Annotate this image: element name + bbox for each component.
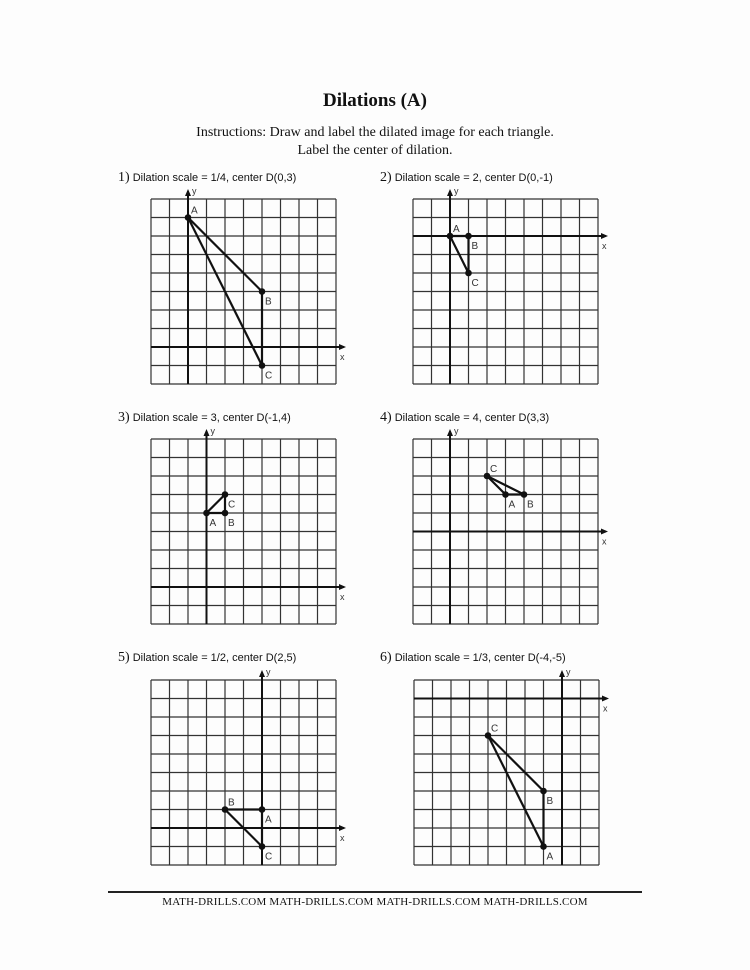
vertex-label-B: B bbox=[527, 499, 534, 511]
vertex-A bbox=[540, 843, 547, 850]
triangle-side bbox=[207, 495, 226, 514]
problem-text: Dilation scale = 1/2, center D(2,5) bbox=[129, 652, 297, 664]
vertex-label-B: B bbox=[471, 241, 479, 252]
vertex-C bbox=[465, 270, 472, 277]
y-axis-label: y bbox=[210, 426, 215, 436]
problem-5-label bbox=[118, 650, 296, 666]
y-axis-label: y bbox=[192, 186, 197, 196]
x-axis-arrow-icon bbox=[601, 233, 608, 239]
coordinate-grid-3 bbox=[151, 426, 345, 624]
vertex-label-A: A bbox=[546, 851, 554, 863]
y-axis-label: y bbox=[266, 667, 271, 677]
vertex-label-B: B bbox=[228, 518, 235, 529]
vertex-label-A: A bbox=[265, 814, 272, 826]
problem-number: 5) bbox=[118, 650, 130, 665]
problem-number: 4) bbox=[380, 410, 392, 425]
vertex-B bbox=[521, 491, 528, 498]
coordinate-grid-5 bbox=[151, 667, 345, 865]
problem-text: Dilation scale = 3, center D(-1,4) bbox=[129, 412, 291, 424]
y-axis-label: y bbox=[454, 426, 459, 436]
vertex-B bbox=[540, 788, 547, 795]
y-axis-label: y bbox=[454, 186, 459, 196]
vertex-label-B: B bbox=[228, 797, 235, 809]
problem-number: 6) bbox=[380, 650, 392, 665]
vertex-label-A: A bbox=[453, 224, 460, 235]
y-axis-arrow-icon bbox=[185, 189, 191, 196]
vertex-B bbox=[465, 233, 472, 240]
vertex-C bbox=[259, 362, 266, 369]
page-title: Dilations (A) bbox=[323, 90, 427, 111]
footer-divider bbox=[108, 891, 642, 893]
vertex-label-C: C bbox=[490, 464, 498, 475]
problem-4-label bbox=[380, 410, 549, 426]
vertex-B bbox=[259, 288, 266, 295]
x-axis-arrow-icon bbox=[339, 825, 346, 831]
vertex-label-A: A bbox=[508, 499, 516, 511]
triangle-side bbox=[488, 736, 544, 792]
problem-text: Dilation scale = 2, center D(0,-1) bbox=[391, 172, 553, 184]
x-axis-label: x bbox=[603, 703, 608, 714]
y-axis-arrow-icon bbox=[204, 429, 210, 436]
coordinate-grid-4 bbox=[413, 426, 607, 624]
x-axis-label: x bbox=[340, 592, 345, 602]
vertex-A bbox=[203, 510, 210, 517]
vertex-label-C: C bbox=[491, 723, 499, 735]
x-axis-label: x bbox=[340, 833, 345, 843]
problem-2-label bbox=[380, 170, 553, 186]
instructions-line-1: Instructions: Draw and label the dilated image for each triangle. bbox=[196, 125, 554, 140]
vertex-A bbox=[259, 806, 266, 813]
x-axis-arrow-icon bbox=[339, 584, 346, 590]
coordinate-grid-6 bbox=[414, 667, 608, 865]
vertex-label-C: C bbox=[265, 370, 273, 382]
coordinate-grid-1 bbox=[151, 186, 345, 384]
instructions-line-2: Label the center of dilation. bbox=[297, 143, 453, 158]
vertex-label-C: C bbox=[265, 851, 273, 863]
vertex-label-C: C bbox=[228, 499, 236, 511]
problem-text: Dilation scale = 1/4, center D(0,3) bbox=[129, 172, 297, 184]
coordinate-grid-2 bbox=[413, 186, 607, 384]
y-axis-label: y bbox=[566, 667, 571, 677]
vertex-label-B: B bbox=[265, 296, 272, 308]
problem-3-label bbox=[118, 410, 291, 426]
instructions bbox=[0, 124, 750, 160]
y-axis-arrow-icon bbox=[447, 189, 453, 196]
vertex-label-A: A bbox=[209, 518, 217, 529]
problem-number: 2) bbox=[380, 170, 392, 185]
problem-text: Dilation scale = 1/3, center D(-4,-5) bbox=[391, 652, 566, 664]
y-axis-arrow-icon bbox=[447, 429, 453, 436]
x-axis-arrow-icon bbox=[339, 344, 346, 350]
triangle-side bbox=[487, 476, 506, 495]
vertex-label-C: C bbox=[471, 278, 479, 289]
vertex-label-A: A bbox=[191, 205, 198, 217]
problem-number: 1) bbox=[118, 170, 130, 185]
vertex-A bbox=[502, 491, 509, 498]
x-axis-label: x bbox=[602, 536, 607, 547]
vertex-B bbox=[222, 510, 229, 517]
x-axis-arrow-icon bbox=[602, 696, 609, 702]
x-axis-arrow-icon bbox=[601, 529, 608, 535]
vertex-C bbox=[222, 491, 229, 498]
problem-6-label bbox=[380, 650, 566, 666]
vertex-C bbox=[259, 843, 266, 850]
problem-number: 3) bbox=[118, 410, 130, 425]
y-axis-arrow-icon bbox=[259, 670, 265, 677]
x-axis-label: x bbox=[340, 352, 345, 362]
x-axis-label: x bbox=[602, 241, 607, 251]
y-axis-arrow-icon bbox=[559, 670, 565, 677]
footer: MATH-DRILLS.COM MATH-DRILLS.COM MATH-DRILLS.COM MATH-DRILLS.COM bbox=[162, 896, 588, 908]
vertex-label-B: B bbox=[546, 796, 554, 807]
problem-1-label bbox=[118, 170, 296, 186]
problem-text: Dilation scale = 4, center D(3,3) bbox=[391, 412, 550, 424]
